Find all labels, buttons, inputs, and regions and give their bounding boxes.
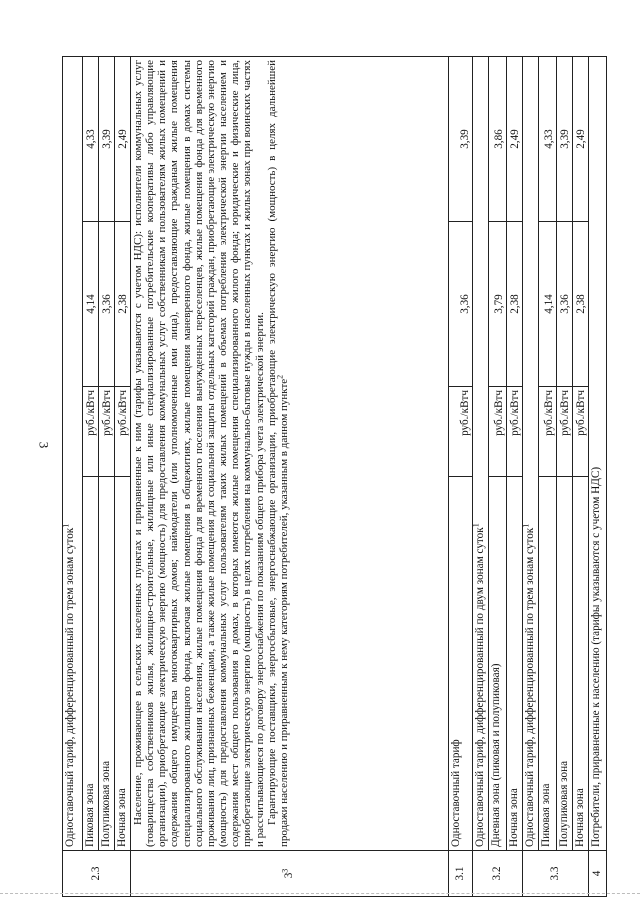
value-cell-h1: 3,36 [99,222,115,387]
tariff-label: Одноставочный тариф [449,477,473,851]
unit-cell: руб./кВтч [539,387,557,477]
value-cell-h1: 3,36 [557,222,573,387]
section-heading: Одноставочный тариф, дифференцированный по двум зонам суток$^1$ [473,57,489,851]
table-row [557,57,573,897]
row-number: 3.1 [449,851,473,897]
table-row [83,57,99,897]
section-heading: Одноставочный тариф, дифференцированный по трем зонам суток$^1$ [523,57,539,851]
row-number: 3.2 [473,851,523,897]
table-row [489,57,507,897]
value-cell-h2: 2,49 [573,57,589,222]
zone-label: Ночная зона [573,477,589,851]
table-row [99,57,115,897]
table-row [573,57,589,897]
unit-cell: руб./кВтч [99,387,115,477]
value-cell-h1: 4,14 [539,222,557,387]
table-row [131,57,449,897]
value-cell-h1: 4,14 [83,222,99,387]
description-paragraph: Гарантирующие поставщики, энергосбытовые, энергоснабжающие организации, приобретающие электрическую энергию (мощность) в целях дальнейшей продажи населению и приравненным к нему категориям потребителей, указанным в данном пункте$^2$ [265,60,290,847]
value-cell-h1: 2,38 [573,222,589,387]
value-cell-h2: 3,39 [449,57,473,222]
table-row [115,57,131,897]
category-description [131,57,449,851]
zone-label: Пиковая зона [83,477,99,851]
zone-label: Ночная зона [507,477,523,851]
value-cell-h2: 3,39 [557,57,573,222]
unit-cell: руб./кВтч [449,387,473,477]
table-row [473,57,489,897]
value-cell-h2: 4,33 [539,57,557,222]
category-heading: Потребители, приравненные к населению (тарифы указываются с учетом НДС) [589,57,607,851]
value-cell-h1: 2,38 [507,222,523,387]
zone-label: Пиковая зона [539,477,557,851]
value-cell-h2: 2,49 [507,57,523,222]
table-row [523,57,539,897]
zone-label: Полупиковая зона [99,477,115,851]
value-cell-h1: 3,79 [489,222,507,387]
tariff-table [62,56,607,897]
section-heading: Одноставочный тариф, дифференцированный по трем зонам суток$^1$ [63,57,83,851]
row-number: 3.3 [523,851,589,897]
value-cell-h1: 2,38 [115,222,131,387]
zone-label: Полупиковая зона [557,477,573,851]
table-row [539,57,557,897]
table-row [589,57,607,897]
unit-cell: руб./кВтч [573,387,589,477]
unit-cell: руб./кВтч [115,387,131,477]
value-cell-h2: 4,33 [83,57,99,222]
table-row [63,57,83,897]
description-paragraph: Население, проживающее в сельских населенных пунктах и приравненные к ним (тарифы указываются с учетом НДС): исполнители коммунальных услуг (товарищества собственников жилья, жилищно-строительные, жилищные или иные специализированные потребительские кооперативы либо управляющие организации), приобретающие электрическую энергию (мощность) для предоставления коммунальных услуг собственникам и пользователям жилых помещений и содержания общего имущества многоквартирных домов; наймодатели (или уполномоченные ими лица), предоставляющие гражданам жилые помещения специализированного жилищного фонда, включая жилые помещения в общежитиях, жилые помещения маневренного фонда, жилые помещения в домах системы социального обслуживания населения, жилые помещения фонда для временного поселения вынужденных переселенцев, жилые помещения фонда для временного проживания лиц, признанных беженцами, а также жилые помещения для социальной защиты отдельных категорий граждан, приобретающие электрическую энергию (мощность) для предоставления коммунальных услуг пользователям таких жилых помещений в объемах потребления электрической энергии населением и содержания мест общего пользования в домах, в которых имеются жилые помещения специализированного жилого фонда; юридические и физические лица, приобретающие электрическую энергию (мощность) в целях потребления на коммунально-бытовые нужды в населенных пунктах и жилых зонах при воинских частях и рассчитывающиеся по договору энергоснабжения по показаниям общего прибора учета электрической энергии. [132,60,266,847]
value-cell-h2: 3,39 [99,57,115,222]
rotated-page-content [62,57,607,897]
table-row [449,57,473,897]
row-number: $3^3$ [131,851,449,897]
value-cell-h1: 3,36 [449,222,473,387]
zone-label: Ночная зона [115,477,131,851]
row-number: 4 [589,851,607,897]
scan-edge-line [0,893,640,895]
row-number: 2.3 [63,851,131,897]
value-cell-h2: 3,86 [489,57,507,222]
unit-cell: руб./кВтч [83,387,99,477]
unit-cell: руб./кВтч [489,387,507,477]
unit-cell: руб./кВтч [507,387,523,477]
zone-label: Дневная зона (пиковая и полупиковая) [489,477,507,851]
unit-cell: руб./кВтч [557,387,573,477]
table-row [507,57,523,897]
value-cell-h2: 2,49 [115,57,131,222]
page-number: 3 [36,441,52,449]
